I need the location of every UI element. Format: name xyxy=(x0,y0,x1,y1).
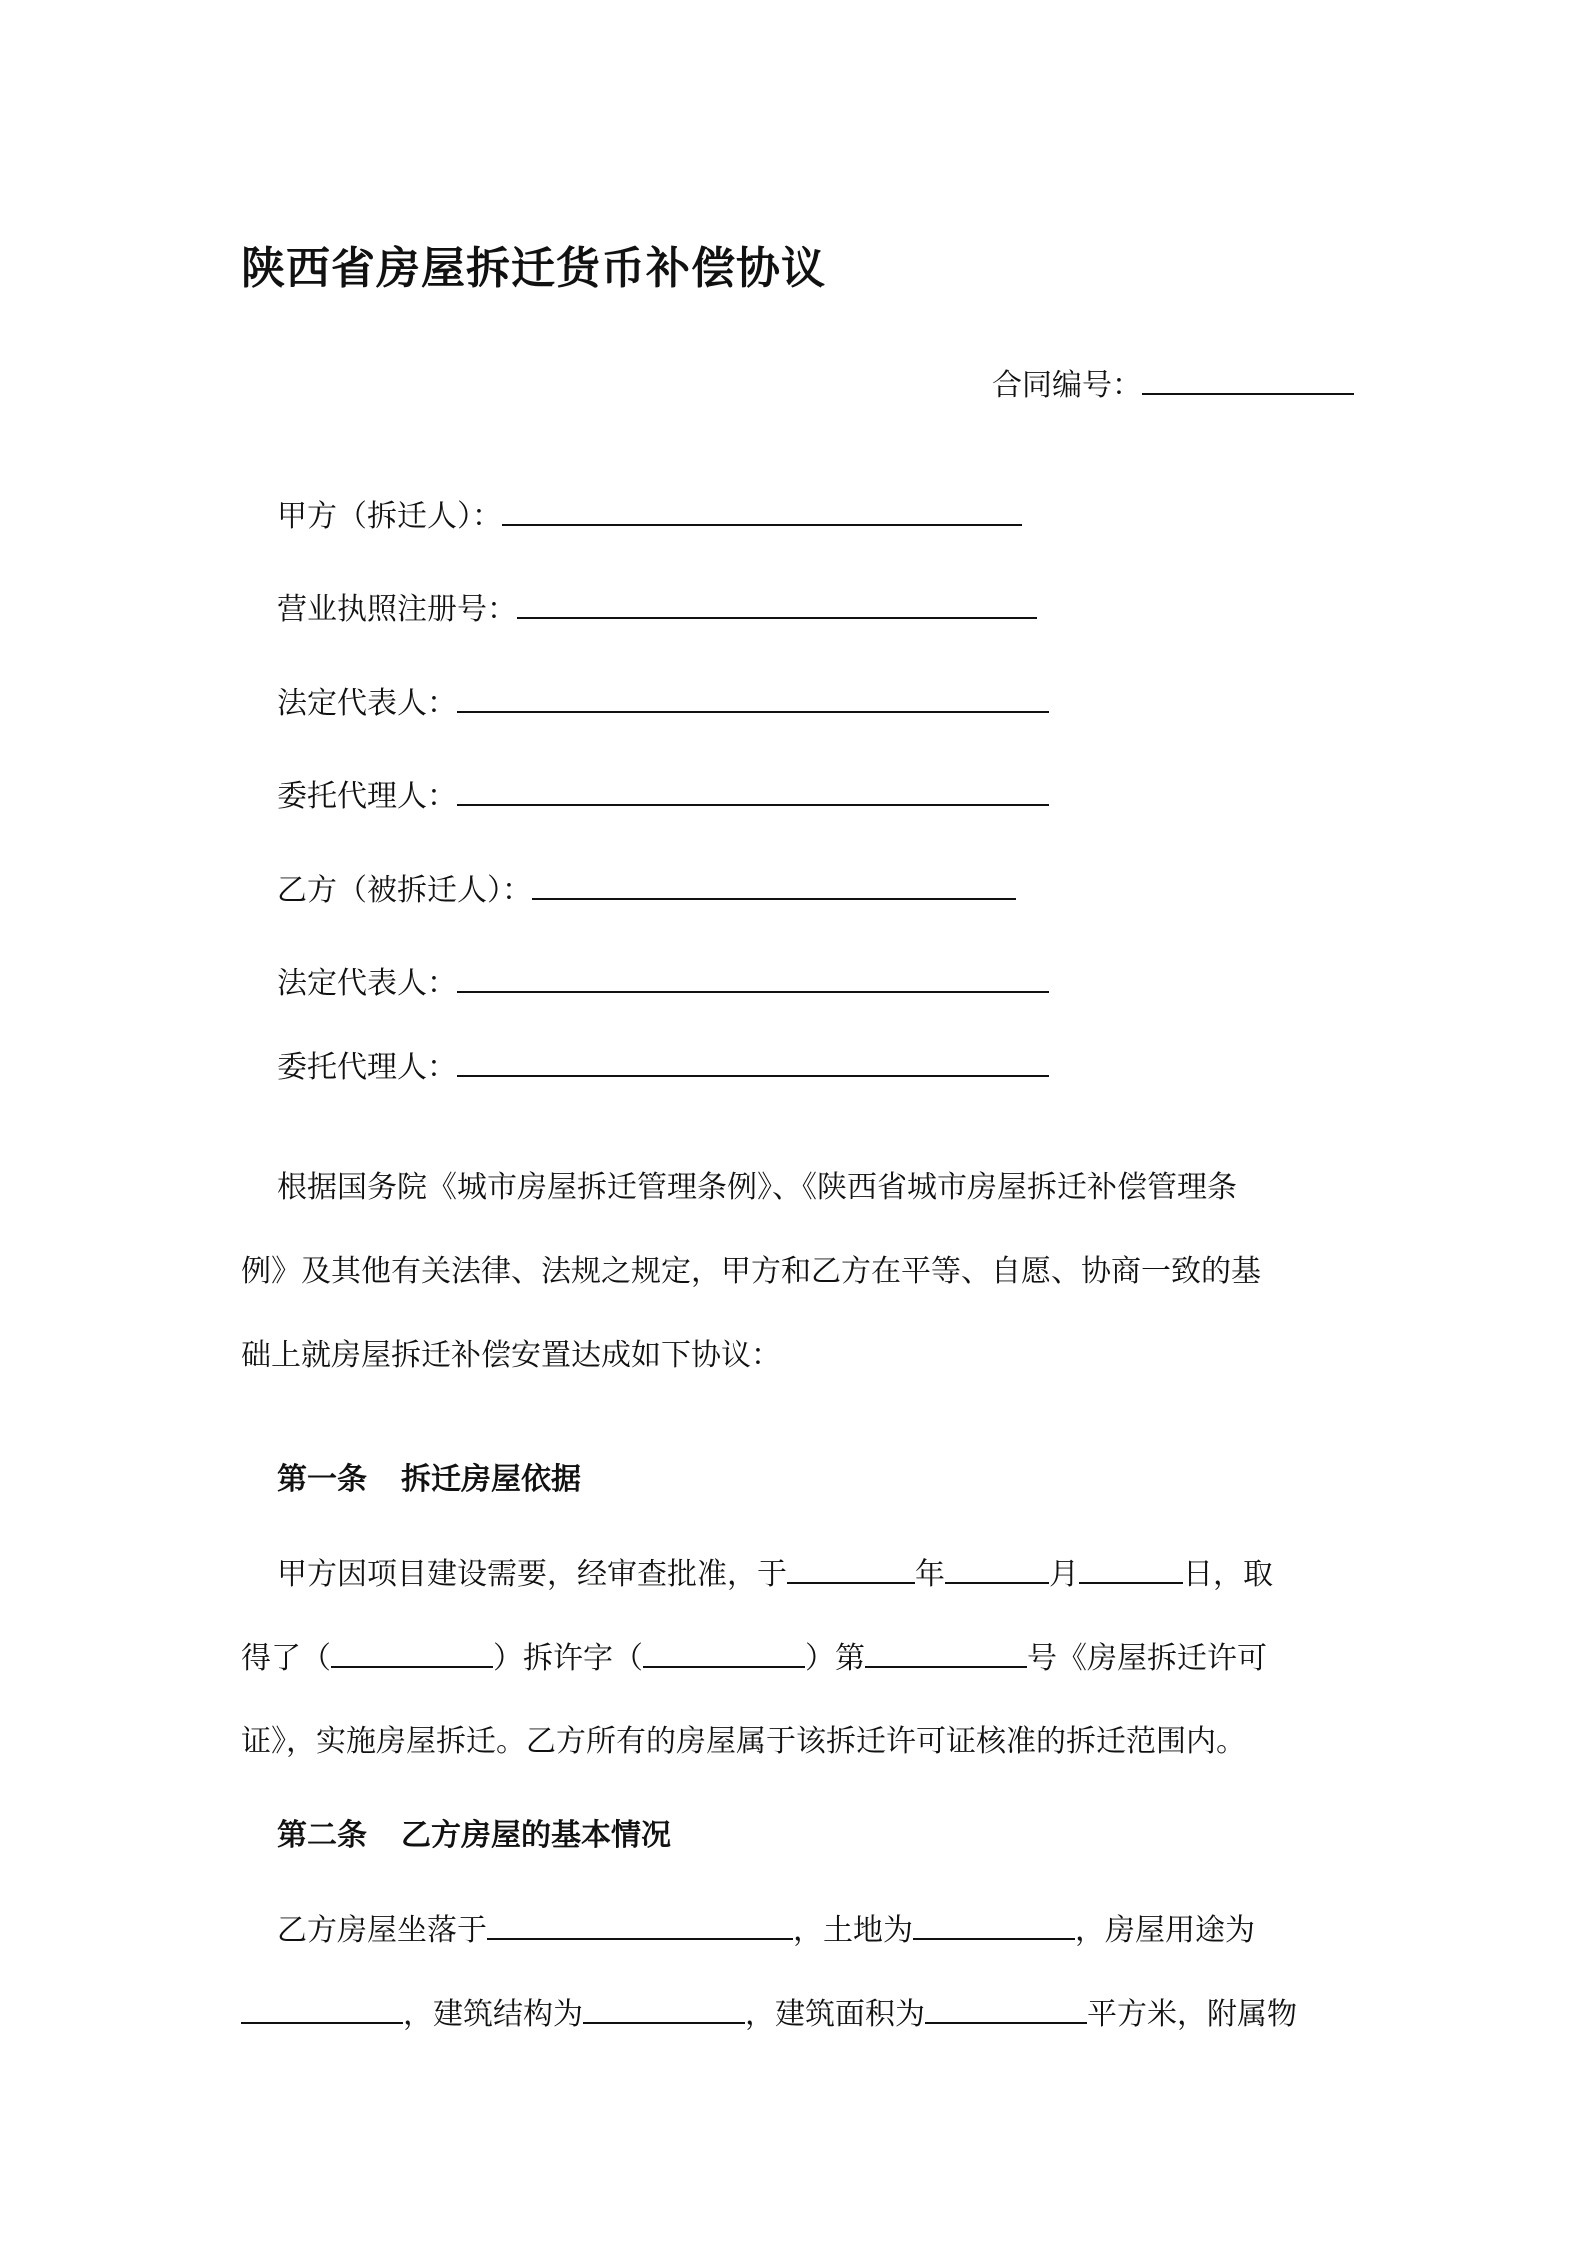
permit-number-blank[interactable] xyxy=(865,1638,1027,1668)
party-a-blank[interactable] xyxy=(502,496,1022,526)
article-1-text: 甲方因项目建设需要，经审查批准，于 xyxy=(277,1557,787,1592)
article-2-number: 第二条 xyxy=(277,1818,367,1853)
agent-a-label: 委托代理人： xyxy=(277,779,457,814)
article-1-text: 得了（ xyxy=(241,1641,331,1676)
contract-number-row xyxy=(992,360,1354,404)
use-label: ，房屋用途为 xyxy=(1075,1913,1255,1948)
permit-prefix-blank[interactable] xyxy=(331,1638,493,1668)
party-a-row xyxy=(277,496,1022,537)
area-label: ，建筑面积为 xyxy=(745,1997,925,2032)
license-label: 营业执照注册号： xyxy=(277,592,517,627)
agent-b-label: 委托代理人： xyxy=(277,1050,457,1085)
structure-blank[interactable] xyxy=(583,1994,745,2024)
article-1-title: 拆迁房屋依据 xyxy=(401,1462,581,1497)
license-row xyxy=(277,589,1037,630)
year-label: 年 xyxy=(915,1557,945,1592)
legal-rep-b-blank[interactable] xyxy=(457,963,1049,993)
party-b-row xyxy=(277,870,1016,911)
month-label: 月 xyxy=(1049,1557,1079,1592)
use-blank[interactable] xyxy=(241,1994,403,2024)
agent-b-row xyxy=(277,1047,1049,1088)
article-2-heading xyxy=(277,1816,671,1856)
month-blank[interactable] xyxy=(945,1554,1049,1584)
year-blank[interactable] xyxy=(787,1554,915,1584)
article-2-title: 乙方房屋的基本情况 xyxy=(401,1818,671,1853)
party-b-label: 乙方（被拆迁人）： xyxy=(277,873,532,908)
preamble-line-1: 根据国务院《城市房屋拆迁管理条例》、《陕西省城市房屋拆迁补偿管理条 xyxy=(277,1170,1237,1205)
party-a-label: 甲方（拆迁人）： xyxy=(277,499,502,534)
legal-rep-b-label: 法定代表人： xyxy=(277,966,457,1001)
legal-rep-a-blank[interactable] xyxy=(457,683,1049,713)
article-2-line-2 xyxy=(241,1994,1297,2035)
agent-a-row xyxy=(277,776,1049,817)
contract-number-label: 合同编号： xyxy=(992,368,1142,403)
area-blank[interactable] xyxy=(925,1994,1087,2024)
legal-rep-b-row xyxy=(277,963,1049,1004)
document-title: 陕西省房屋拆迁货币补偿协议 xyxy=(241,243,826,294)
preamble-line-3: 础上就房屋拆迁补偿安置达成如下协议： xyxy=(241,1338,781,1373)
article-1-heading xyxy=(277,1460,581,1500)
structure-label: ，建筑结构为 xyxy=(403,1997,583,2032)
party-b-blank[interactable] xyxy=(532,870,1016,900)
permit-no-label: ）第 xyxy=(805,1641,865,1676)
article-2-text: 乙方房屋坐落于 xyxy=(277,1913,487,1948)
legal-rep-a-row xyxy=(277,683,1049,724)
agent-b-blank[interactable] xyxy=(457,1047,1049,1077)
contract-number-blank[interactable] xyxy=(1142,365,1354,395)
article-1-line-3: 证》，实施房屋拆迁。乙方所有的房屋属于该拆迁许可证核准的拆迁范围内。 xyxy=(241,1724,1246,1759)
permit-year-blank[interactable] xyxy=(643,1638,805,1668)
article-1-line-1 xyxy=(277,1554,1273,1595)
land-label: ，土地为 xyxy=(793,1913,913,1948)
day-label: 日，取 xyxy=(1183,1557,1273,1592)
permit-word-label: ）拆许字（ xyxy=(493,1641,643,1676)
license-blank[interactable] xyxy=(517,589,1037,619)
agent-a-blank[interactable] xyxy=(457,776,1049,806)
location-blank[interactable] xyxy=(487,1910,793,1940)
article-2-line-1 xyxy=(277,1910,1255,1951)
legal-rep-a-label: 法定代表人： xyxy=(277,686,457,721)
area-unit-label: 平方米，附属物 xyxy=(1087,1997,1297,2032)
land-blank[interactable] xyxy=(913,1910,1075,1940)
article-1-line-2 xyxy=(241,1638,1267,1679)
preamble-line-2: 例》及其他有关法律、法规之规定，甲方和乙方在平等、自愿、协商一致的基 xyxy=(241,1254,1261,1289)
article-1-number: 第一条 xyxy=(277,1462,367,1497)
day-blank[interactable] xyxy=(1079,1554,1183,1584)
permit-title-label: 号《房屋拆迁许可 xyxy=(1027,1641,1267,1676)
